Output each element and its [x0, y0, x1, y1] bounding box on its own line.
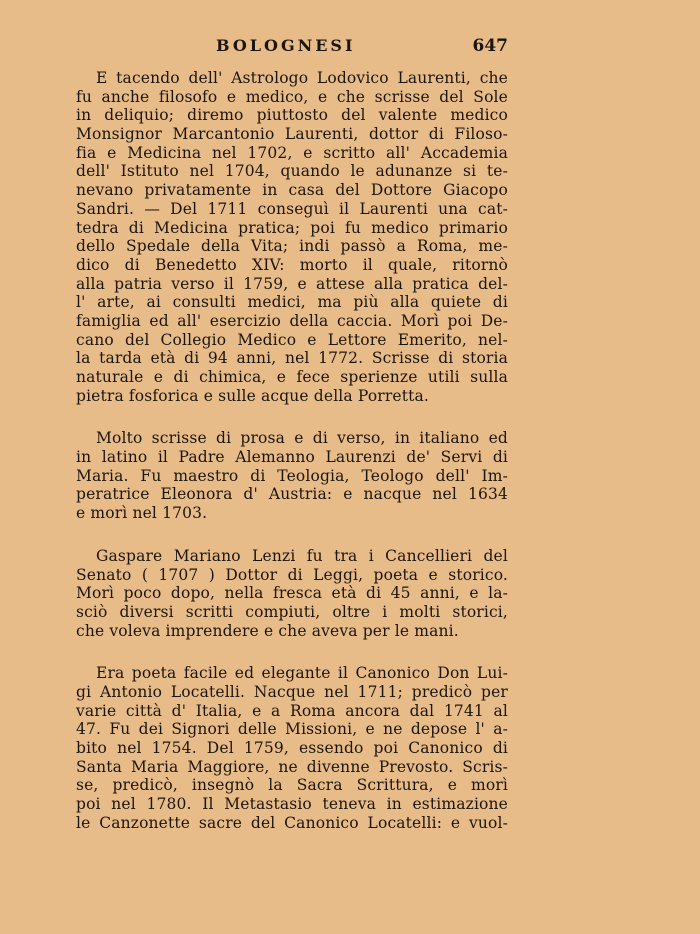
page-number: 647	[472, 36, 508, 56]
text-line: sciò diversi scritti compiuti, oltre i molti storici,	[76, 602, 508, 621]
text-line: l' arte, ai consulti medici, ma più alla quiete di	[76, 293, 508, 312]
paragraph-laurenti	[76, 69, 508, 405]
text-line: famiglia ed all' esercizio della caccia. Morì poi De-	[76, 311, 508, 330]
text-line: peratrice Eleonora d' Austria: e nacque nel 1634	[76, 485, 508, 504]
text-line: dico di Benedetto XIV: morto il quale, ritornò	[76, 255, 508, 274]
text-line: la tarda età di 94 anni, nel 1772. Scrisse di storia	[76, 349, 508, 368]
text-line: Morì poco dopo, nella fresca età di 45 anni, e la-	[76, 584, 508, 603]
running-title: BOLOGNESI	[216, 36, 356, 55]
text-line: Senato ( 1707 ) Dottor di Leggi, poeta e storico.	[76, 565, 508, 584]
text-line: cano del Collegio Medico e Lettore Emerito, nel-	[76, 330, 508, 349]
text-line: Era poeta facile ed elegante il Canonico Don Lui-	[96, 664, 508, 683]
running-head	[76, 36, 508, 60]
paragraph-locatelli	[76, 664, 508, 832]
text-line: Gaspare Mariano Lenzi fu tra i Cancellieri del	[96, 546, 508, 565]
text-line: se, predicò, insegnò la Sacra Scrittura, e morì	[76, 776, 508, 795]
text-line: Maria. Fu maestro di Teologia, Teologo dell' Im-	[76, 466, 508, 485]
text-line: pietra fosforica e sulle acque della Porretta.	[76, 386, 429, 405]
text-line: fu anche filosofo e medico, e che scrisse del Sole	[76, 87, 508, 106]
text-line: che voleva imprendere e che aveva per le mani.	[76, 621, 459, 640]
text-line: nevano privatamente in casa del Dottore Giacopo	[76, 181, 508, 200]
text-line: Santa Maria Maggiore, ne divenne Prevosto. Scris-	[76, 757, 508, 776]
text-line: e morì nel 1703.	[76, 504, 208, 523]
text-line: gi Antonio Locatelli. Nacque nel 1711; predicò per	[76, 682, 508, 701]
text-line: fia e Medicina nel 1702, e scritto all' Accademia	[76, 143, 508, 162]
text-line: naturale e di chimica, e fece sperienze utili sulla	[76, 368, 508, 386]
paragraph-lenzi	[76, 547, 508, 640]
text-line: dell' Istituto nel 1704, quando le adunanze si te-	[76, 162, 508, 181]
text-line: E tacendo dell' Astrologo Lodovico Laurenti, che	[96, 69, 508, 87]
text-line: in deliquio; diremo piuttosto del valente medico	[76, 106, 508, 125]
body-text	[76, 69, 508, 856]
text-line: Sandri. — Del 1711 conseguì il Laurenti una cat-	[76, 199, 508, 218]
text-line: alla patria verso il 1759, e attese alla pratica del-	[76, 274, 508, 293]
paragraph-alemanno	[76, 429, 508, 522]
text-line: poi nel 1780. Il Metastasio teneva in estimazione	[76, 795, 508, 814]
text-line: Molto scrisse di prosa e di verso, in italiano ed	[96, 429, 508, 448]
text-line: varie città d' Italia, e a Roma ancora dal 1741 al	[76, 701, 508, 720]
text-line: 47. Fu dei Signori delle Missioni, e ne depose l' a-	[76, 720, 508, 739]
text-line: le Canzonette sacre del Canonico Locatelli: e vuol-	[76, 813, 508, 832]
text-line: Monsignor Marcantonio Laurenti, dottor di Filoso-	[76, 125, 508, 144]
text-line: dello Spedale della Vita; indi passò a Roma, me-	[76, 237, 508, 256]
text-line: in latino il Padre Alemanno Laurenzi de' Servi di	[76, 448, 508, 467]
text-line: tedra di Medicina pratica; poi fu medico primario	[76, 218, 508, 237]
text-line: bito nel 1754. Del 1759, essendo poi Canonico di	[76, 739, 508, 757]
